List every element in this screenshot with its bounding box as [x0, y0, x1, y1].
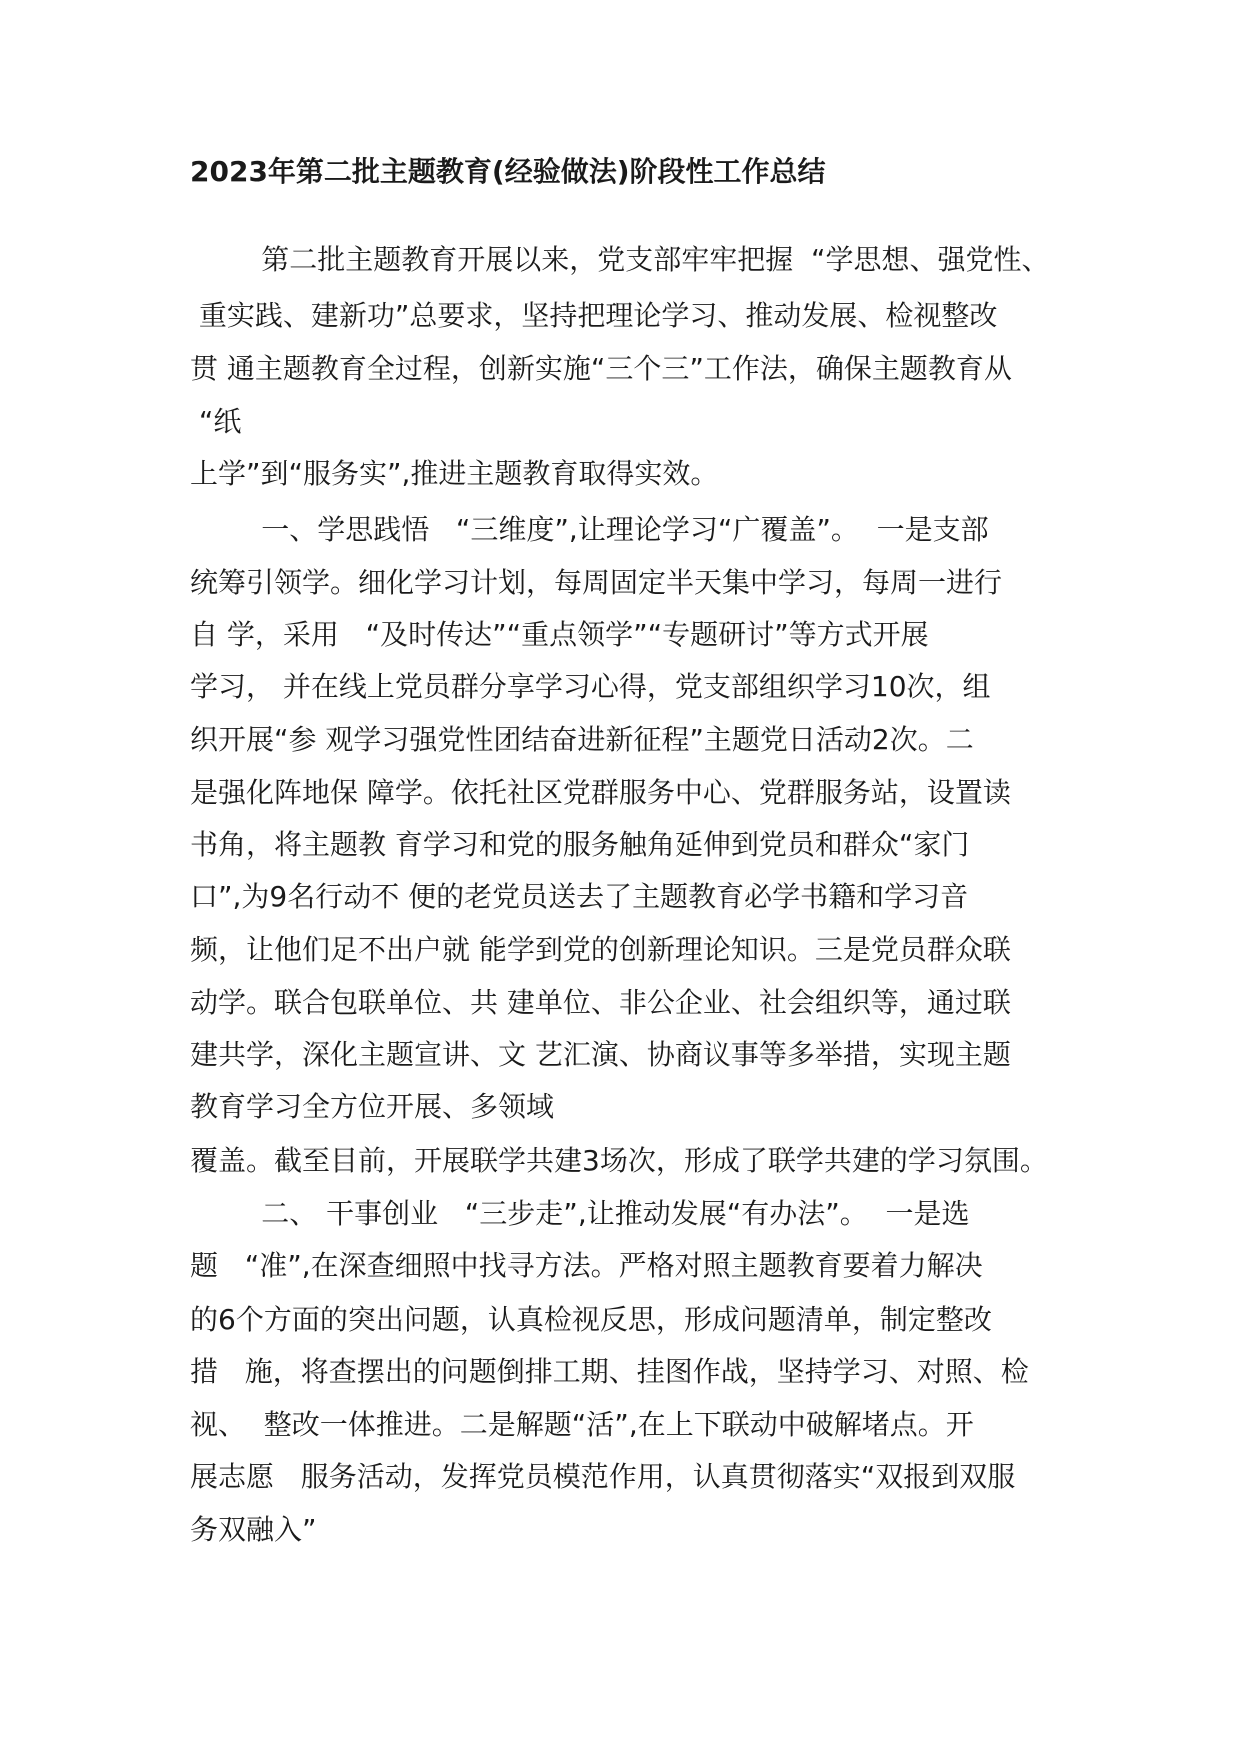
body-line: 口”,为9名行动不 便的老党员送去了主题教育必学书籍和学习音: [190, 880, 969, 913]
body-line: 展志愿 服务活动，发挥党员模范作用，认真贯彻落实“双报到双服: [190, 1460, 1016, 1493]
body-line: 一、学思践悟 “三维度”,让理论学习“广覆盖”。 一是支部: [190, 513, 989, 546]
body-line: 自 学，采用 “及时传达”“重点领学”“专题研讨”等方式开展: [190, 618, 929, 651]
body-line: “纸: [190, 405, 242, 438]
body-line: 覆盖。截至目前，开展联学共建3场次，形成了联学共建的学习氛围。: [190, 1144, 1048, 1177]
body-line: 二、 干事创业 “三步走”,让推动发展“有办法”。 一是选: [190, 1197, 970, 1230]
body-line: 第二批主题教育开展以来，党支部牢牢把握 “学思想、强党性、: [190, 243, 1050, 276]
body-line: 的6个方面的突出问题，认真检视反思，形成问题清单，制定整改: [190, 1303, 992, 1336]
body-line: 措 施，将查摆出的问题倒排工期、挂图作战，坚持学习、对照、检: [190, 1355, 1029, 1388]
body-line: 题 “准”,在深查细照中找寻方法。严格对照主题教育要着力解决: [190, 1249, 983, 1282]
document-title: 2023年第二批主题教育(经验做法)阶段性工作总结: [190, 155, 826, 188]
body-line: 统筹引领学。细化学习计划，每周固定半天集中学习，每周一进行: [190, 566, 1003, 599]
body-line: 视、 整改一体推进。二是解题“活”,在上下联动中破解堵点。开: [190, 1408, 974, 1441]
body-line: 重实践、建新功”总要求，坚持把理论学习、推动发展、检视整改: [190, 299, 998, 332]
body-line: 频，让他们足不出户就 能学到党的创新理论知识。三是党员群众联: [190, 933, 1011, 966]
body-line: 务双融入”: [190, 1513, 317, 1546]
body-line: 上学”到“服务实”,推进主题教育取得实效。: [190, 457, 719, 490]
body-line: 是强化阵地保 障学。依托社区党群服务中心、党群服务站，设置读: [190, 776, 1011, 809]
body-line: 学习， 并在线上党员群分享学习心得，党支部组织学习10次，组: [190, 670, 991, 703]
body-line: 动学。联合包联单位、共 建单位、非公企业、社会组织等，通过联: [190, 986, 1011, 1019]
body-line: 贯 通主题教育全过程，创新实施“三个三”工作法，确保主题教育从: [190, 352, 1012, 385]
body-line: 教育学习全方位开展、多领域: [190, 1090, 555, 1123]
body-line: 织开展“参 观学习强党性团结奋进新征程”主题党日活动2次。二: [190, 723, 974, 756]
body-line: 书角，将主题教 育学习和党的服务触角延伸到党员和群众“家门: [190, 828, 970, 861]
body-line: 建共学，深化主题宣讲、文 艺汇演、协商议事等多举措，实现主题: [190, 1038, 1011, 1071]
